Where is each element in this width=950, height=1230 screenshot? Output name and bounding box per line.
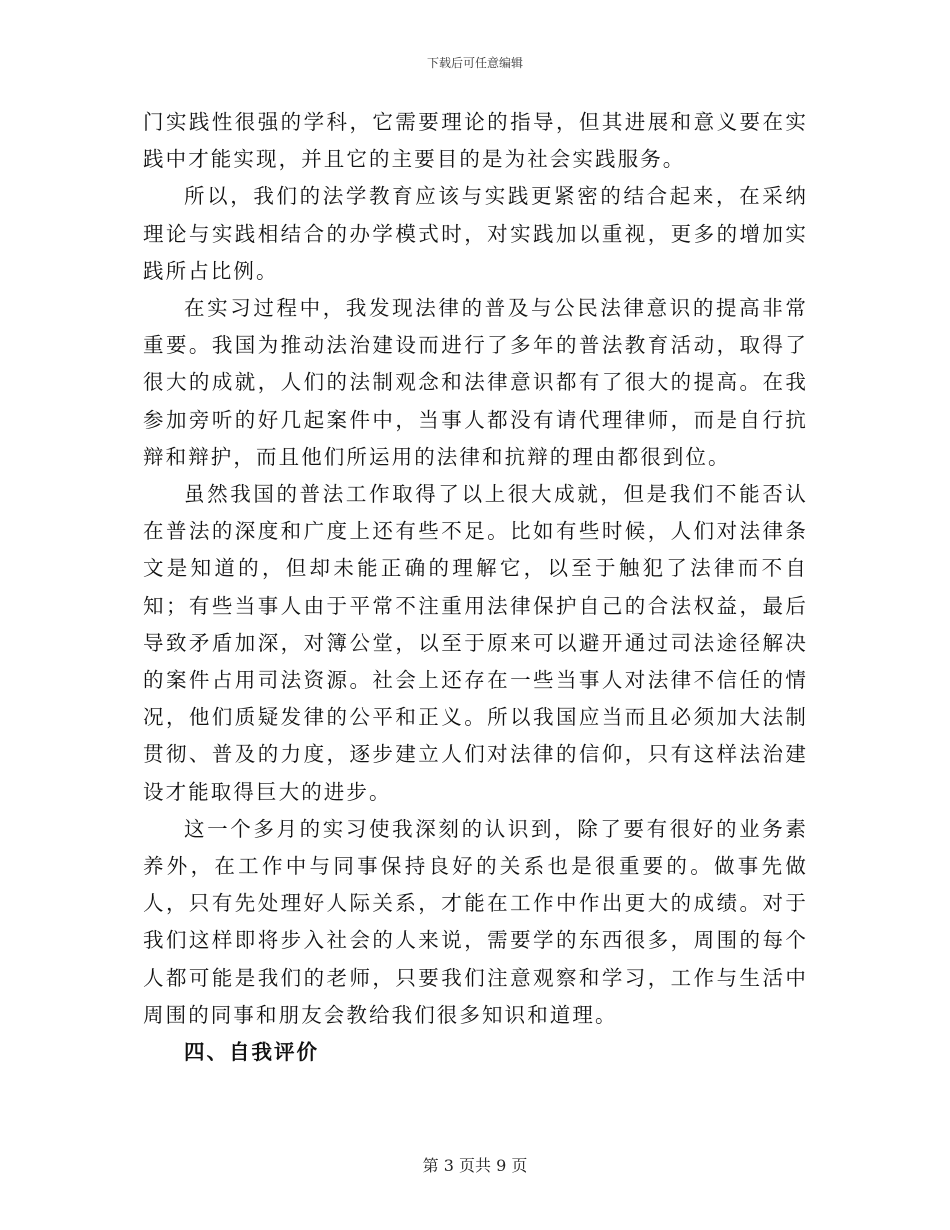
paragraph-legal-education: 所以，我们的法学教育应该与实践更紧密的结合起来，在采纳理论与实践相结合的办学模式时，对实践加以重视，更多的增加实践所占比例。 (143, 184, 808, 283)
paragraph-legal-awareness: 在实习过程中，我发现法律的普及与公民法律意识的提高非常重要。我国为推动法治建设而进行了多年的普法教育活动，取得了很大的成就，人们的法制观念和法律意识都有了很大的提高。在我参加旁听的好几起案件中，当事人都没有请代理律师，而是自行抗辩和辩护，而且他们所运用的法律和抗辩的理由都很到位。 (143, 296, 808, 469)
paragraph-continuation: 门实践性很强的学科，它需要理论的指导，但其进展和意义要在实践中才能实现，并且它的主要目的是为社会实践服务。 (143, 110, 808, 172)
page-footer: 第 3 页共 9 页 (422, 1156, 528, 1175)
page-header: 下载后可任意编辑 (426, 56, 523, 70)
paragraph-relationships: 这一个多月的实习使我深刻的认识到，除了要有很好的业务素养外，在工作中与同事保持良好的关系也是很重要的。做事先做人，只有先处理好人际关系，才能在工作中作出更大的成绩。对于我们这样即将步入社会的人来说，需要学的东西很多，周围的每个人都可能是我们的老师，只要我们注意观察和学习，工作与生活中周围的同事和朋友会教给我们很多知识和道理。 (143, 816, 808, 1027)
paragraph-shortcomings: 虽然我国的普法工作取得了以上很大成就，但是我们不能否认在普法的深度和广度上还有些不足。比如有些时候，人们对法律条文是知道的，但却未能正确的理解它，以至于触犯了法律而不自知；有些当事人由于平常不注重用法律保护自己的合法权益，最后导致矛盾加深，对簿公堂，以至于原来可以避开通过司法途径解决的案件占用司法资源。社会上还存在一些当事人对法律不信任的情况，他们质疑发律的公平和正义。所以我国应当而且必须加大法制贯彻、普及的力度，逐步建立人们对法律的信仰，只有这样法治建设才能取得巨大的进步。 (143, 482, 808, 804)
document-body (143, 104, 808, 1071)
section-heading: 四、自我评价 (184, 1040, 319, 1065)
